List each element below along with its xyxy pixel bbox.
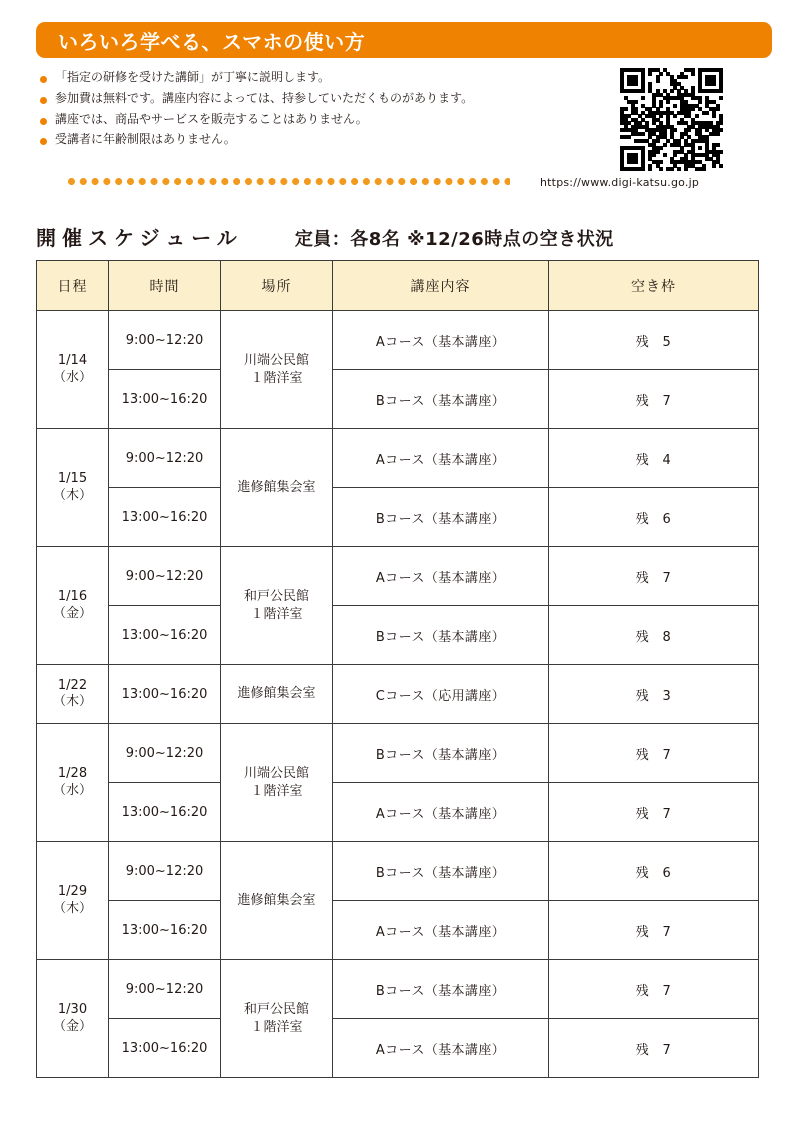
cell-time: 13:00~16:20 [109, 606, 221, 665]
qr-code-block [620, 68, 723, 171]
date-value: 1/15 [57, 471, 88, 487]
place-line: 進修館集会室 [237, 479, 316, 495]
cell-available-slots: 残 7 [549, 547, 759, 606]
cell-course: Bコース（基本講座） [333, 370, 549, 429]
table-row [37, 1019, 759, 1078]
table-row [37, 606, 759, 665]
bullet-text: 参加費は無料です。講座内容によっては、持参していただくものがあります。 [55, 90, 474, 105]
cell-available-slots: 残 7 [549, 370, 759, 429]
cell-available-slots: 残 4 [549, 429, 759, 488]
table-row [37, 547, 759, 606]
cell-time: 9:00~12:20 [109, 311, 221, 370]
table-header-row [37, 261, 759, 311]
cell-time: 13:00~16:20 [109, 783, 221, 842]
weekday-value: （水） [52, 369, 92, 385]
place-line: 和戸公民館 [243, 1001, 309, 1017]
date-value: 1/14 [57, 353, 88, 369]
date-value: 1/30 [57, 1002, 88, 1018]
cell-course: Bコース（基本講座） [333, 960, 549, 1019]
cell-place [221, 842, 333, 960]
cell-available-slots: 残 6 [549, 488, 759, 547]
column-header-time: 時間 [109, 261, 221, 311]
place-line: 進修館集会室 [237, 686, 316, 702]
cell-course: Aコース（基本講座） [333, 311, 549, 370]
place-line: 川端公民館 [243, 765, 309, 781]
cell-time: 9:00~12:20 [109, 842, 221, 901]
bullet-dot-icon [40, 76, 47, 83]
schedule-title: 開催スケジュール [36, 226, 243, 250]
table-row [37, 311, 759, 370]
cell-place [221, 724, 333, 842]
cell-available-slots: 残 7 [549, 1019, 759, 1078]
table-row [37, 960, 759, 1019]
cell-time: 13:00~16:20 [109, 901, 221, 960]
cell-time: 9:00~12:20 [109, 429, 221, 488]
cell-available-slots: 残 7 [549, 783, 759, 842]
cell-course: Aコース（基本講座） [333, 547, 549, 606]
cell-place [221, 960, 333, 1078]
place-line: １階洋室 [250, 783, 303, 799]
table-row [37, 901, 759, 960]
cell-time: 13:00~16:20 [109, 1019, 221, 1078]
table-row [37, 783, 759, 842]
bullet-text: 「指定の研修を受けた講師」が丁寧に説明します。 [55, 70, 331, 84]
cell-course: Bコース（基本講座） [333, 842, 549, 901]
cell-place [221, 547, 333, 665]
cell-course: Aコース（基本講座） [333, 901, 549, 960]
date-value: 1/16 [57, 589, 88, 605]
weekday-value: （金） [52, 1018, 92, 1034]
cell-available-slots: 残 8 [549, 606, 759, 665]
bullet-text: 受講者に年齢制限はありません。 [55, 132, 236, 147]
cell-date [37, 547, 109, 665]
list-item [40, 133, 600, 147]
cell-date [37, 311, 109, 429]
list-item [40, 71, 600, 85]
schedule-table [36, 260, 759, 1078]
cell-course: Bコース（基本講座） [333, 606, 549, 665]
weekday-value: （金） [52, 605, 92, 621]
date-value: 1/22 [57, 677, 88, 693]
weekday-value: （木） [52, 694, 92, 709]
weekday-value: （木） [52, 487, 92, 503]
cell-date [37, 665, 109, 724]
cell-available-slots: 残 7 [549, 901, 759, 960]
date-value: 1/29 [57, 884, 88, 900]
table-row [37, 488, 759, 547]
list-item [40, 113, 600, 127]
cell-available-slots: 残 6 [549, 842, 759, 901]
list-item [40, 92, 600, 106]
table-body [37, 311, 759, 1078]
table-row [37, 429, 759, 488]
place-line: 川端公民館 [243, 352, 309, 368]
cell-course: Aコース（基本講座） [333, 429, 549, 488]
schedule-capacity-note: 定員：各8名 ※12/26時点の空き状況 [294, 229, 614, 250]
bullet-dot-icon [40, 97, 47, 104]
bullet-dot-icon [40, 138, 47, 145]
place-line: １階洋室 [250, 606, 303, 622]
cell-time: 13:00~16:20 [109, 488, 221, 547]
column-header-date: 日程 [37, 261, 109, 311]
table-row [37, 842, 759, 901]
table-row [37, 370, 759, 429]
cell-course: Aコース（基本講座） [333, 1019, 549, 1078]
cell-date [37, 842, 109, 960]
cell-course: Bコース（基本講座） [333, 724, 549, 783]
dotted-divider [68, 178, 510, 185]
bullet-text: 講座では、商品やサービスを販売することはありません。 [55, 111, 368, 126]
place-line: １階洋室 [250, 370, 303, 386]
cell-place [221, 311, 333, 429]
bullet-dot-icon [40, 118, 47, 125]
cell-available-slots: 残 7 [549, 960, 759, 1019]
page-title: いろいろ学べる、スマホの使い方 [58, 29, 366, 54]
column-header-place: 場所 [221, 261, 333, 311]
cell-time: 13:00~16:20 [109, 370, 221, 429]
cell-available-slots: 残 3 [549, 665, 759, 724]
weekday-value: （木） [52, 900, 92, 916]
schedule-heading [36, 222, 758, 251]
cell-time: 9:00~12:20 [109, 960, 221, 1019]
bullet-list [40, 71, 600, 147]
column-header-slots: 空き枠 [549, 261, 759, 311]
qr-code-icon [620, 68, 723, 171]
cell-time: 9:00~12:20 [109, 547, 221, 606]
table-row [37, 665, 759, 724]
cell-place [221, 665, 333, 724]
cell-course: Cコース（応用講座） [333, 665, 549, 724]
cell-time: 13:00~16:20 [109, 665, 221, 724]
website-url[interactable]: https://www.digi-katsu.go.jp [540, 176, 700, 189]
cell-available-slots: 残 7 [549, 724, 759, 783]
place-line: 進修館集会室 [237, 892, 316, 908]
place-line: 和戸公民館 [243, 588, 309, 604]
cell-place [221, 429, 333, 547]
cell-time: 9:00~12:20 [109, 724, 221, 783]
title-banner [36, 22, 772, 58]
weekday-value: （水） [52, 782, 92, 798]
cell-date [37, 724, 109, 842]
cell-course: Bコース（基本講座） [333, 488, 549, 547]
table-row [37, 724, 759, 783]
column-header-course: 講座内容 [333, 261, 549, 311]
cell-date [37, 429, 109, 547]
date-value: 1/28 [57, 766, 88, 782]
cell-available-slots: 残 5 [549, 311, 759, 370]
cell-course: Aコース（基本講座） [333, 783, 549, 842]
place-line: １階洋室 [250, 1019, 303, 1035]
cell-date [37, 960, 109, 1078]
